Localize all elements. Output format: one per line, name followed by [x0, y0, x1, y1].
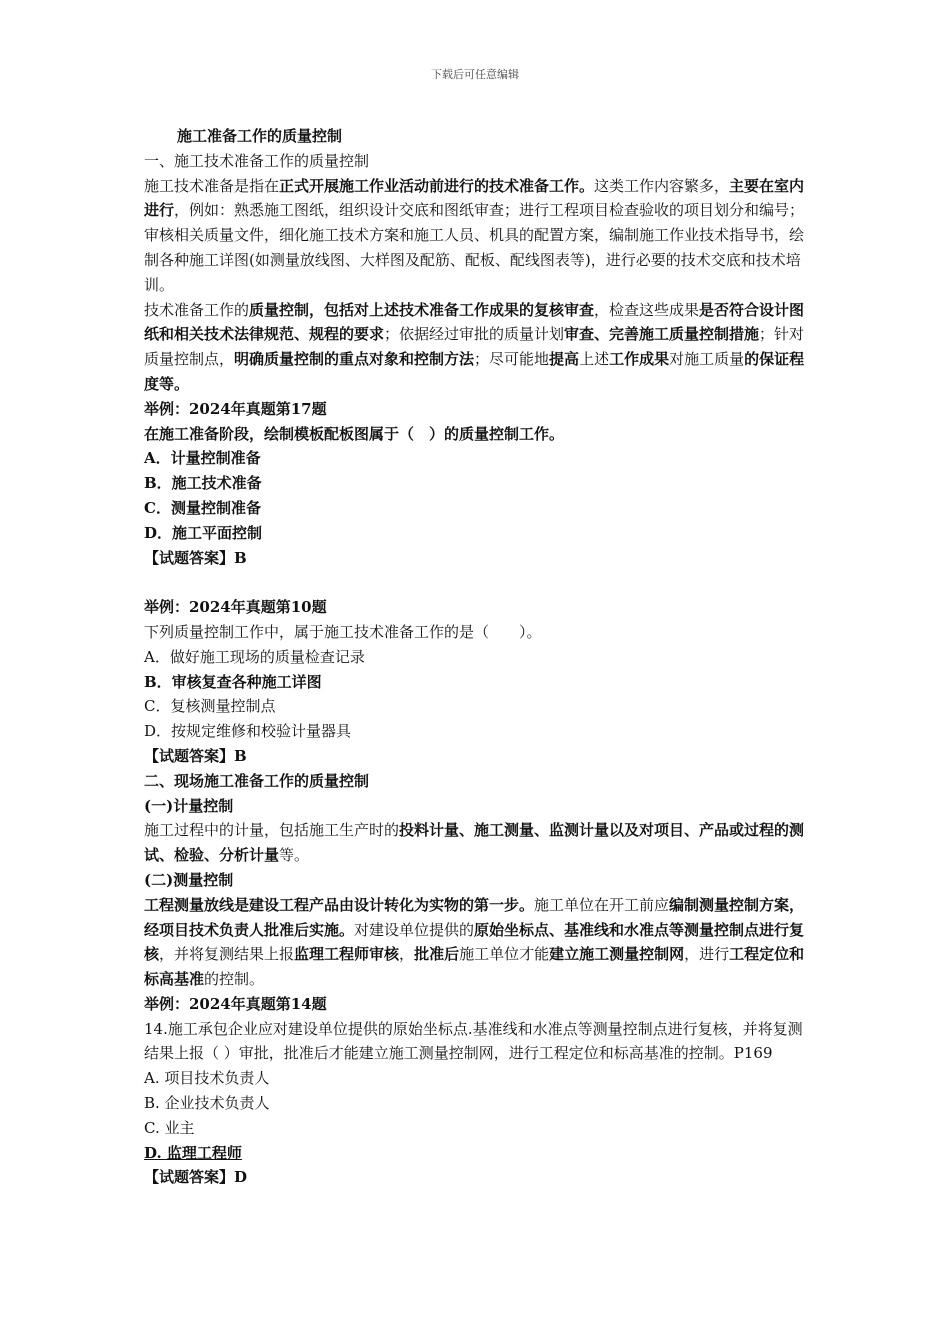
section-1-heading: 一、施工技术准备工作的质量控制: [144, 151, 370, 170]
para2-run: ；尽可能地: [474, 350, 550, 369]
para1-run: 这类工作内容繁多，: [594, 176, 730, 195]
para2-run: 提高: [549, 350, 580, 369]
q10-option-a: A．做好施工现场的质量检查记录: [144, 647, 365, 666]
q14-option-b: B. 企业技术负责人: [144, 1094, 270, 1113]
subsection-2-heading: (二)测量控制: [144, 870, 234, 889]
para4-run: 原始坐标点、基准线和水准点等测量控制点进行复核: [144, 920, 805, 964]
para4-run: 编制测量控制方案，经项目技术负责人批准后实施。: [144, 895, 805, 939]
para2-run: 的保证程度等。: [144, 350, 805, 393]
q17-stem: 在施工准备阶段，绘制模板配板图属于（ ）的质量控制工作。: [144, 424, 565, 443]
page-header: 下载后可任意编辑: [431, 68, 519, 81]
para1-run: 施工技术准备是指在: [144, 176, 280, 195]
q10-stem: 下列质量控制工作中，属于施工技术准备工作的是（ ）。: [144, 622, 542, 641]
para3-run: 施工过程中的计量，包括施工生产时的: [144, 821, 400, 840]
subsection-1-heading: (一)计量控制: [144, 796, 234, 815]
q17-option-b: B．施工技术准备: [144, 474, 262, 493]
q14-option-d-text: D. 监理工程师: [144, 1143, 242, 1162]
q14-option-c: C. 业主: [144, 1118, 195, 1137]
para2-run: 是否符合设计图纸和相关技术法律规范、规程的要求: [144, 300, 805, 344]
paragraph-2: [144, 298, 810, 397]
para4-run: ，并将复测结果上报: [159, 945, 295, 964]
para1-run: 主要在室内进行: [144, 176, 805, 220]
q17-answer: 【试题答案】B: [144, 548, 247, 567]
paragraph-1: [144, 174, 810, 298]
q10-option-d: D．按规定维修和校验计量器具: [144, 722, 352, 741]
para2-run: 审查、完善施工质量控制措施: [564, 325, 760, 344]
para4-run: 工程定位和标高基准: [144, 945, 805, 989]
paragraph-3: [144, 818, 810, 868]
para4-run: ，进行: [684, 945, 730, 964]
document-title: 施工准备工作的质量控制: [177, 127, 343, 145]
para2-run: 技术准备工作的: [144, 300, 250, 319]
q10-option-b: B．审核复查各种施工详图: [144, 672, 322, 691]
para4-run: 对建设单位提供的: [354, 920, 475, 939]
q17-option-a: A．计量控制准备: [144, 449, 261, 468]
q10-reference: 举例：2024年真题第10题: [144, 598, 327, 617]
blank-line: [144, 570, 810, 595]
para2-run: 明确质量控制的重点对象和控制方法: [234, 350, 475, 369]
para4-run: 施工单位才能: [459, 945, 550, 964]
q14-answer: 【试题答案】D: [144, 1168, 248, 1187]
para2-run: ；依据经过审批的质量计划: [384, 325, 565, 344]
q14-stem: 14.施工承包企业应对建设单位提供的原始坐标点.基准线和水准点等测量控制点进行复核，并将复测结果上报（ ）审批，批准后才能建立施工测量控制网，进行工程定位和标高基准的控制。P169: [144, 1019, 803, 1063]
para4-run: ，: [399, 945, 415, 964]
para2-run: 工作成果: [609, 350, 670, 369]
q14-option-a: A. 项目技术负责人: [144, 1069, 270, 1088]
para2-run: ；针对质量控制点，: [144, 325, 805, 369]
q14-option-d: [144, 1141, 810, 1166]
para2-run: 质量控制，包括对上述技术准备工作成果的复核审查: [249, 300, 595, 319]
q17-option-c: C．测量控制准备: [144, 498, 261, 517]
para4-run: 施工单位在开工前应: [534, 895, 670, 914]
document-body: [144, 124, 810, 1190]
q10-answer: 【试题答案】B: [144, 746, 247, 765]
q17-option-d: D．施工平面控制: [144, 523, 263, 542]
para4-run: 的控制。: [204, 970, 265, 989]
para1-run: 正式开展施工作业活动前进行的技术准备工作。: [279, 176, 595, 195]
q10-option-c: C．复核测量控制点: [144, 697, 276, 716]
para4-run: 监理工程师审核: [294, 945, 400, 964]
para4-run: 工程测量放线是建设工程产品由设计转化为实物的第一步。: [144, 895, 535, 914]
paragraph-4: [144, 893, 810, 992]
para3-run: 等。: [279, 846, 310, 865]
para2-run: 上述: [579, 350, 610, 369]
q17-reference: 举例：2024年真题第17题: [144, 399, 327, 418]
para1-run: ，例如：熟悉施工图纸，组织设计交底和图纸审查；进行工程项目检查验收的项目划分和编号；审核相关质量文件，细化施工技术方案和施工人员、机具的配置方案，编制施工作业技术指导书，绘制各种施工详图(如测量放线图、大样图及配筋、配板、配线图表等)，进行必要的技术交底和技术培训。: [144, 201, 805, 294]
q14-reference: 举例：2024年真题第14题: [144, 994, 327, 1013]
para2-run: 对施工质量: [669, 350, 745, 369]
para2-run: ，检查这些成果: [594, 300, 700, 319]
para3-run: 投料计量、施工测量、监测计量以及对项目、产品或过程的测试、检验、分析计量: [144, 821, 805, 865]
para4-run: 建立施工测量控制网: [549, 945, 685, 964]
para4-run: 批准后: [414, 945, 460, 964]
section-2-heading: 二、现场施工准备工作的质量控制: [144, 771, 370, 790]
